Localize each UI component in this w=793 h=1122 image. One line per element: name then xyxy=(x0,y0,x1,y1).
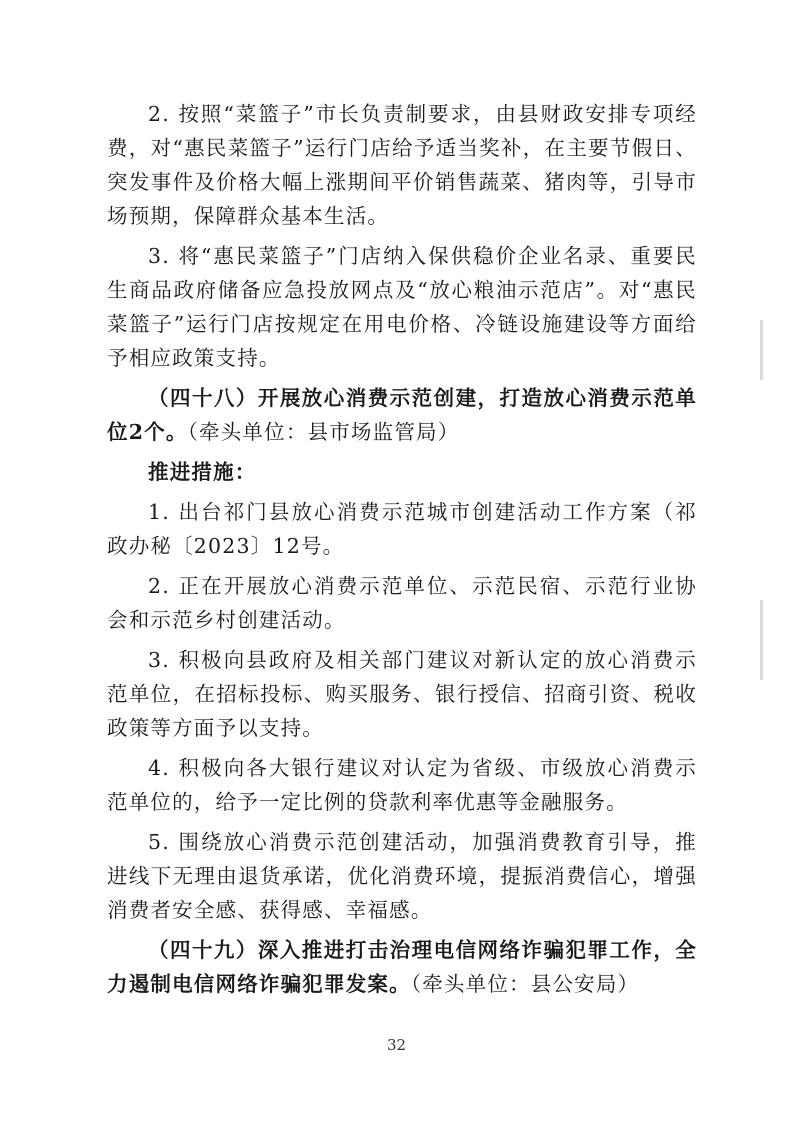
measure-item-4: 4. 积极向各大银行建议对认定为省级、市级放心消费示范单位的，给予一定比例的贷款利率优惠等金融服务。 xyxy=(107,756,697,814)
paragraph-item-2: 2. 按照“菜篮子”市长负责制要求，由县财政安排专项经费，对“惠民菜篮子”运行门店给予适当奖补，在主要节假日、突发事件及价格大幅上涨期间平价销售蔬菜、猪肉等，引导市场预期，保障群众基本生活。 xyxy=(107,102,697,228)
section-49-lead-unit: （牵头单位：县公安局） xyxy=(410,972,640,996)
scan-edge-mark xyxy=(760,600,763,680)
measure-item-2: 2. 正在开展放心消费示范单位、示范民宿、示范行业协会和示范乡村创建活动。 xyxy=(107,574,697,632)
measures-heading: 推进措施： xyxy=(148,460,257,484)
measure-item-1: 1. 出台祁门县放心消费示范城市创建活动工作方案（祁政办秘〔2023〕12号。 xyxy=(107,500,697,558)
paragraph-item-3: 3. 将“惠民菜篮子”门店纳入保供稳价企业名录、重要民生商品政府储备应急投放网点及“放心粮油示范店”。对“惠民菜篮子”运行门店按规定在用电价格、冷链设施建设等方面给予相应政策支持。 xyxy=(107,244,697,370)
measure-item-5: 5. 围绕放心消费示范创建活动，加强消费教育引导，推进线下无理由退货承诺，优化消费环境，提振消费信心，增强消费者安全感、获得感、幸福感。 xyxy=(107,830,697,922)
section-49-title: （四十九）深入推进打击治理电信网络诈骗犯罪工作，全力遏制电信网络诈骗犯罪发案。 xyxy=(107,938,697,996)
document-body xyxy=(107,97,697,1007)
section-48 xyxy=(107,381,697,449)
section-48-title: （四十八）开展放心消费示范创建，打造放心消费示范单位2个。 xyxy=(107,386,697,444)
page-number: 32 xyxy=(386,1036,407,1054)
scan-edge-mark xyxy=(760,320,763,380)
section-49 xyxy=(107,933,697,1001)
section-48-lead-unit: （牵头单位：县市场监管局） xyxy=(187,420,460,444)
measure-item-3: 3. 积极向县政府及相关部门建议对新认定的放心消费示范单位，在招标投标、购买服务、银行授信、招商引资、税收政策等方面予以支持。 xyxy=(107,648,697,740)
